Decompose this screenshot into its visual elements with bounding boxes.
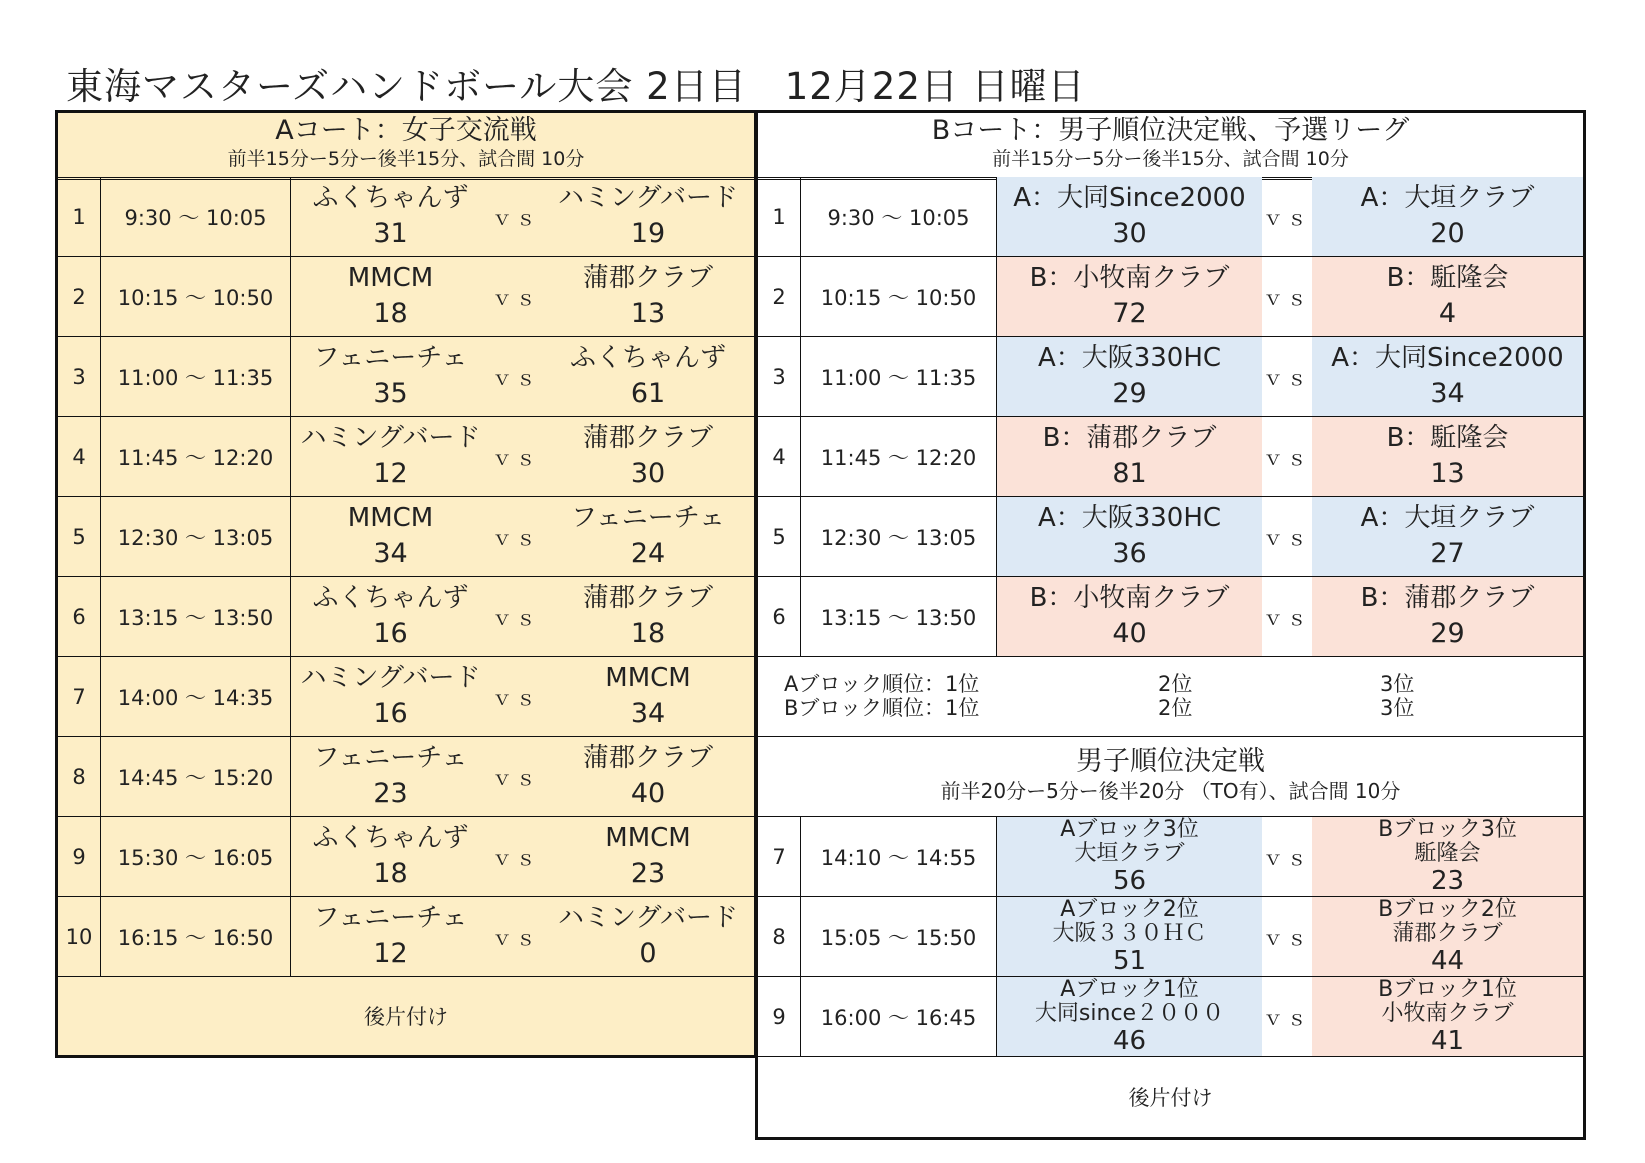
away-score: 30 xyxy=(630,458,666,489)
block-ranking xyxy=(758,657,1583,737)
home-team xyxy=(290,817,490,896)
game-number: 4 xyxy=(72,444,86,469)
game-time: 11:45 ～ 12:20 xyxy=(100,417,290,496)
home-team-name: MMCM xyxy=(347,503,434,533)
away-score: 34 xyxy=(630,698,666,729)
away-team xyxy=(1312,497,1583,576)
home-score: 56 xyxy=(1112,866,1147,896)
away-team xyxy=(1312,577,1583,656)
court-a-header xyxy=(58,113,754,180)
game-number: 7 xyxy=(72,684,86,709)
home-team xyxy=(996,337,1262,416)
home-team-name: 大同since２０００ xyxy=(1034,1001,1225,1026)
home-team-rank: Aブロック3位 xyxy=(1060,817,1199,842)
away-team xyxy=(542,817,754,896)
final-row xyxy=(758,897,1583,977)
away-team-name: 駈隆会 xyxy=(1414,841,1481,866)
home-team-name: ハミングバード xyxy=(300,663,481,693)
away-score: 18 xyxy=(630,618,666,649)
final-row xyxy=(758,817,1583,897)
vs-label: ｖｓ xyxy=(1263,846,1311,870)
court-a-subtitle: 前半15分ー5分ー後半15分、試合間 10分 xyxy=(227,148,585,170)
away-score: 13 xyxy=(1430,458,1465,489)
game-number: 2 xyxy=(772,284,786,309)
final-subtitle: 前半20分ー5分ー後半20分 （TO有）、試合間 10分 xyxy=(940,779,1401,803)
home-team xyxy=(996,177,1262,256)
away-team-name: 蒲郡クラブ xyxy=(582,423,713,453)
vs-label: ｖｓ xyxy=(492,766,540,790)
final-title: 男子順位決定戦 xyxy=(1076,746,1265,777)
game-row xyxy=(58,337,754,417)
vs-label: ｖｓ xyxy=(492,686,540,710)
away-score: 4 xyxy=(1438,298,1457,329)
home-team-name: ハミングバード xyxy=(300,423,481,453)
game-number: 7 xyxy=(772,844,786,869)
vs-label: ｖｓ xyxy=(1263,366,1311,390)
vs-label: ｖｓ xyxy=(492,526,540,550)
home-team-name: フェニーチェ xyxy=(313,903,468,933)
game-time: 10:15 ～ 10:50 xyxy=(100,257,290,336)
game-number: 9 xyxy=(772,1004,786,1029)
b-block-rank-3: 3位 xyxy=(1380,696,1415,720)
away-team xyxy=(542,177,754,256)
court-a-table xyxy=(55,110,757,1058)
court-b-title: Bコート：男子順位決定戦、予選リーグ xyxy=(931,115,1410,146)
away-team-name: 蒲郡クラブ xyxy=(582,263,713,293)
vs-label: ｖｓ xyxy=(492,926,540,950)
away-score: 27 xyxy=(1430,538,1465,569)
home-team xyxy=(996,977,1262,1056)
game-time: 12:30 ～ 13:05 xyxy=(800,497,996,576)
game-time: 11:45 ～ 12:20 xyxy=(800,417,996,496)
home-team xyxy=(290,657,490,736)
home-score: 35 xyxy=(373,378,408,409)
home-score: 18 xyxy=(373,298,408,329)
away-team-name: 蒲郡クラブ xyxy=(1392,921,1503,946)
home-score: 23 xyxy=(373,778,408,809)
away-team xyxy=(542,337,754,416)
home-team-name: A：大同Since2000 xyxy=(1013,183,1246,213)
game-time: 12:30 ～ 13:05 xyxy=(100,497,290,576)
away-score: 61 xyxy=(630,378,666,409)
game-row xyxy=(58,577,754,657)
a-block-rank-2: 2位 xyxy=(1158,672,1193,696)
away-team-rank: Bブロック2位 xyxy=(1378,897,1517,922)
vs-label: ｖｓ xyxy=(1263,286,1311,310)
game-number: 5 xyxy=(72,524,86,549)
court-b-table xyxy=(755,110,1586,1140)
a-block-rank-3: 3位 xyxy=(1380,672,1415,696)
home-score: 29 xyxy=(1112,378,1147,409)
vs-label: ｖｓ xyxy=(492,846,540,870)
away-score: 23 xyxy=(630,858,666,889)
away-score: 19 xyxy=(630,218,666,249)
vs-label: ｖｓ xyxy=(1263,526,1311,550)
home-team-name: A：大阪330HC xyxy=(1037,343,1222,373)
home-team-name: B：小牧南クラブ xyxy=(1029,263,1230,293)
away-team-name: 小牧南クラブ xyxy=(1381,1001,1514,1026)
home-score: 46 xyxy=(1112,1026,1147,1056)
game-row xyxy=(58,657,754,737)
home-team xyxy=(290,257,490,336)
home-team-name: MMCM xyxy=(347,263,434,293)
game-time: 9:30 ～ 10:05 xyxy=(800,177,996,256)
home-score: 81 xyxy=(1112,458,1147,489)
home-team-rank: Aブロック1位 xyxy=(1060,977,1199,1002)
a-block-rank-1: Aブロック順位：1位 xyxy=(784,672,980,696)
game-time: 14:00 ～ 14:35 xyxy=(100,657,290,736)
home-team xyxy=(290,737,490,816)
home-team-name: ふくちゃんず xyxy=(312,823,469,853)
game-number: 1 xyxy=(72,204,86,229)
court-a-title: Aコート：女子交流戦 xyxy=(275,115,537,146)
b-block-rank-1: Bブロック順位：1位 xyxy=(784,696,980,720)
final-header xyxy=(758,737,1583,817)
home-team xyxy=(996,257,1262,336)
home-team-name: フェニーチェ xyxy=(313,343,468,373)
away-team-name: MMCM xyxy=(605,823,691,853)
game-time: 16:00 ～ 16:45 xyxy=(800,977,996,1056)
away-team xyxy=(1312,897,1583,976)
home-team-rank: Aブロック2位 xyxy=(1060,897,1199,922)
away-score: 24 xyxy=(630,538,666,569)
home-team xyxy=(290,177,490,256)
away-team-rank: Bブロック3位 xyxy=(1378,817,1517,842)
court-b-subtitle: 前半15分ー5分ー後半15分、試合間 10分 xyxy=(992,148,1349,170)
game-time: 10:15 ～ 10:50 xyxy=(800,257,996,336)
home-team xyxy=(996,417,1262,496)
away-team xyxy=(1312,337,1583,416)
game-row xyxy=(758,337,1583,417)
home-score: 40 xyxy=(1112,618,1147,649)
away-team xyxy=(542,497,754,576)
game-time: 16:15 ～ 16:50 xyxy=(100,897,290,976)
home-score: 30 xyxy=(1112,218,1147,249)
game-number: 5 xyxy=(772,524,786,549)
vs-label: ｖｓ xyxy=(492,446,540,470)
home-score: 18 xyxy=(373,858,408,889)
away-score: 44 xyxy=(1430,946,1465,976)
home-team-name: 大阪３３０ＨＣ xyxy=(1052,921,1207,946)
home-team xyxy=(290,577,490,656)
vs-label: ｖｓ xyxy=(1263,446,1311,470)
home-score: 36 xyxy=(1112,538,1147,569)
away-score: 20 xyxy=(1430,218,1465,249)
home-score: 16 xyxy=(373,698,408,729)
away-team xyxy=(542,417,754,496)
game-row xyxy=(758,497,1583,577)
final-row xyxy=(758,977,1583,1057)
game-row xyxy=(758,177,1583,257)
away-score: 13 xyxy=(630,298,666,329)
vs-label: ｖｓ xyxy=(1263,1006,1311,1030)
away-score: 23 xyxy=(1430,866,1465,896)
away-team xyxy=(542,577,754,656)
away-team-name: A：大同Since2000 xyxy=(1331,343,1564,373)
home-team-name: フェニーチェ xyxy=(313,743,468,773)
vs-label: ｖｓ xyxy=(492,286,540,310)
home-team xyxy=(996,497,1262,576)
game-number: 2 xyxy=(72,284,86,309)
game-number: 3 xyxy=(72,364,86,389)
game-row xyxy=(58,817,754,897)
away-team-name: 蒲郡クラブ xyxy=(582,583,713,613)
vs-label: ｖｓ xyxy=(492,606,540,630)
away-score: 41 xyxy=(1430,1026,1465,1056)
away-team-name: ふくちゃんず xyxy=(569,343,726,373)
home-score: 12 xyxy=(373,458,408,489)
page-title: 東海マスターズハンドボール大会 2日目 12月22日 日曜日 xyxy=(66,65,1086,108)
away-team-name: B：蒲郡クラブ xyxy=(1360,583,1535,613)
away-team-name: フェニーチェ xyxy=(571,503,725,533)
court-a-footer: 後片付け xyxy=(364,1005,448,1029)
away-team xyxy=(1312,417,1583,496)
away-team xyxy=(542,657,754,736)
game-row xyxy=(58,257,754,337)
game-time: 9:30 ～ 10:05 xyxy=(100,177,290,256)
game-row xyxy=(758,417,1583,497)
home-team xyxy=(996,817,1262,896)
away-team xyxy=(542,737,754,816)
game-number: 8 xyxy=(772,924,786,949)
away-team-name: A：大垣クラブ xyxy=(1360,183,1535,213)
away-team xyxy=(542,257,754,336)
home-score: 34 xyxy=(373,538,408,569)
home-team xyxy=(996,577,1262,656)
away-team-name: B：駈隆会 xyxy=(1386,423,1509,453)
home-score: 31 xyxy=(373,218,408,249)
game-time: 13:15 ～ 13:50 xyxy=(800,577,996,656)
home-team-name: A：大阪330HC xyxy=(1037,503,1222,533)
game-time: 11:00 ～ 11:35 xyxy=(100,337,290,416)
home-team-name: B：蒲郡クラブ xyxy=(1042,423,1217,453)
court-b-footer: 後片付け xyxy=(1128,1086,1213,1110)
game-time: 14:45 ～ 15:20 xyxy=(100,737,290,816)
home-team xyxy=(290,897,490,976)
vs-label: ｖｓ xyxy=(492,366,540,390)
away-team-rank: Bブロック1位 xyxy=(1378,977,1517,1002)
home-team-name: ふくちゃんず xyxy=(312,183,469,213)
away-score: 0 xyxy=(639,938,657,969)
game-row xyxy=(758,257,1583,337)
game-row xyxy=(58,737,754,817)
away-team-name: ハミングバード xyxy=(558,903,738,933)
vs-label: ｖｓ xyxy=(1263,926,1311,950)
home-team xyxy=(996,897,1262,976)
away-team-name: MMCM xyxy=(605,663,691,693)
game-time: 13:15 ～ 13:50 xyxy=(100,577,290,656)
game-row xyxy=(58,897,754,977)
home-team xyxy=(290,497,490,576)
game-time: 15:30 ～ 16:05 xyxy=(100,817,290,896)
home-score: 16 xyxy=(373,618,408,649)
home-team-name: 大垣クラブ xyxy=(1074,841,1185,866)
game-number: 6 xyxy=(772,604,786,629)
game-number: 10 xyxy=(65,924,93,949)
away-team xyxy=(1312,817,1583,896)
game-number: 1 xyxy=(772,204,786,229)
away-score: 40 xyxy=(630,778,666,809)
game-number: 8 xyxy=(72,764,86,789)
game-row xyxy=(58,417,754,497)
game-number: 9 xyxy=(72,844,86,869)
game-row xyxy=(758,577,1583,657)
home-team-name: ふくちゃんず xyxy=(312,583,469,613)
away-score: 29 xyxy=(1430,618,1465,649)
home-team xyxy=(290,417,490,496)
home-score: 51 xyxy=(1112,946,1147,976)
vs-label: ｖｓ xyxy=(492,206,540,230)
away-team-name: 蒲郡クラブ xyxy=(582,743,713,773)
away-team-name: B：駈隆会 xyxy=(1386,263,1509,293)
away-team-name: ハミングバード xyxy=(558,183,738,213)
game-number: 4 xyxy=(772,444,786,469)
vs-label: ｖｓ xyxy=(1263,606,1311,630)
home-score: 72 xyxy=(1112,298,1147,329)
game-number: 3 xyxy=(772,364,786,389)
game-row xyxy=(58,177,754,257)
away-team-name: A：大垣クラブ xyxy=(1360,503,1535,533)
game-time: 14:10 ～ 14:55 xyxy=(800,817,996,896)
b-block-rank-2: 2位 xyxy=(1158,696,1193,720)
home-team-name: B：小牧南クラブ xyxy=(1029,583,1230,613)
away-score: 34 xyxy=(1430,378,1465,409)
away-team xyxy=(1312,177,1583,256)
game-time: 15:05 ～ 15:50 xyxy=(800,897,996,976)
game-time: 11:00 ～ 11:35 xyxy=(800,337,996,416)
away-team xyxy=(1312,257,1583,336)
court-b-header xyxy=(758,113,1583,180)
home-score: 12 xyxy=(373,938,408,969)
vs-label: ｖｓ xyxy=(1263,206,1311,230)
home-team xyxy=(290,337,490,416)
game-row xyxy=(58,497,754,577)
away-team xyxy=(542,897,754,976)
away-team xyxy=(1312,977,1583,1056)
game-number: 6 xyxy=(72,604,86,629)
